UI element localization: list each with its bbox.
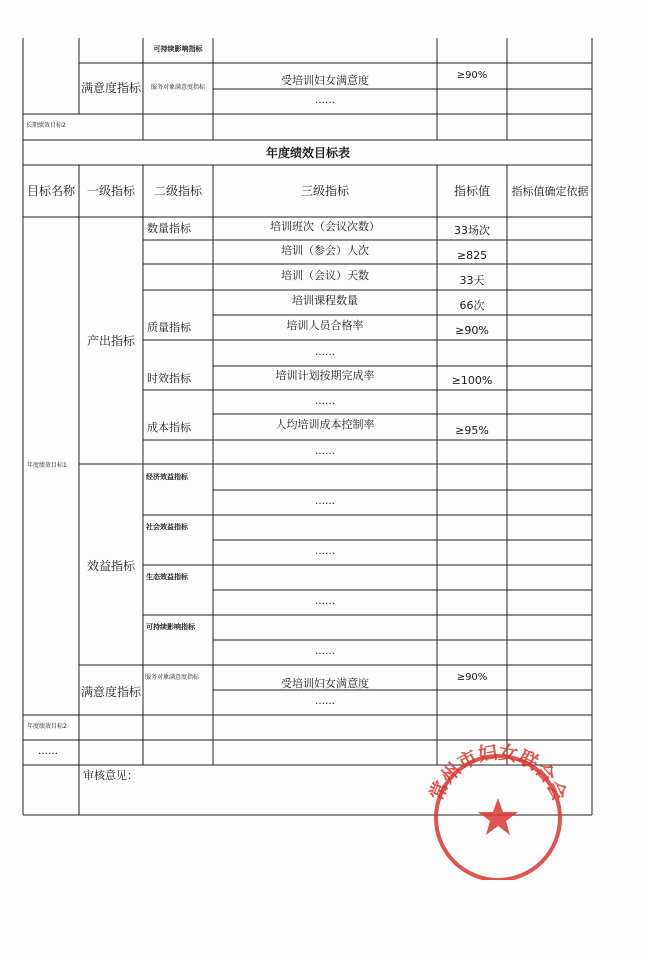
row-attendees-value: ≥825 <box>456 249 488 262</box>
official-seal <box>418 740 578 880</box>
row-sessions-value: 33场次 <box>454 224 490 237</box>
quality-indicator: 质量指标 <box>147 321 191 334</box>
review-opinion-label: 审核意见： <box>83 769 138 782</box>
satisfaction-indicator-label-2: 满意度指标 <box>80 685 142 699</box>
sustainable-impact-indicator: 可持续影响指标 <box>146 623 195 631</box>
service-target-satisfaction-label: 服务对象满意度指标 <box>150 84 206 91</box>
annual-goal-1-label: 年度绩效目标1 <box>27 462 67 469</box>
women-satisfaction-text: 受培训妇女满意度 <box>281 74 369 87</box>
row-courses: 培训课程数量 <box>292 294 358 307</box>
row-pass-rate: 培训人员合格率 <box>286 319 364 332</box>
header-basis: 指标值确定依据 <box>511 185 589 198</box>
row-on-time: 培训计划按期完成率 <box>275 369 375 382</box>
ellipsis-text: …… <box>315 95 335 106</box>
header-goal-name: 目标名称 <box>26 184 76 198</box>
row-dots-ecological: …… <box>315 596 335 607</box>
quantity-indicator: 数量指标 <box>147 222 191 235</box>
ellipsis-row: …… <box>38 746 58 757</box>
service-target-satisfaction-indicator: 服务对象满意度指标 <box>145 674 200 681</box>
row-days-value: 33天 <box>459 274 485 287</box>
row-cost-control: 人均培训成本控制率 <box>275 418 375 431</box>
row-women-satisfaction-value: ≥90% <box>456 672 488 683</box>
seal-text: 常州市妇女联合会 <box>425 741 571 804</box>
row-courses-value: 66次 <box>459 299 485 312</box>
row-dots-sustainable: …… <box>315 646 335 657</box>
row-dots-cost: …… <box>315 446 335 457</box>
row-sessions: 培训班次（会议次数） <box>270 220 380 233</box>
header-value: 指标值 <box>453 184 491 198</box>
sustainability-indicator-label: 可持续影响指标 <box>153 45 203 53</box>
women-satisfaction-value: ≥90% <box>456 70 488 81</box>
header-level3: 三级指标 <box>300 184 350 198</box>
annual-goal-2-label: 年度绩效目标2 <box>27 723 67 730</box>
row-attendees: 培训（参会）人次 <box>281 244 369 257</box>
benefit-indicator-label: 效益指标 <box>86 559 136 573</box>
social-benefit-indicator: 社会效益指标 <box>146 523 188 531</box>
header-level2: 二级指标 <box>153 184 203 198</box>
ecological-benefit-indicator: 生态效益指标 <box>146 573 188 581</box>
row-dots-satisfaction: …… <box>315 696 335 707</box>
row-days: 培训（会议）天数 <box>281 269 369 282</box>
svg-text:常州市妇女联合会 <box>425 740 572 804</box>
header-level1: 一级指标 <box>86 184 136 198</box>
row-dots-quality: …… <box>315 347 335 358</box>
long-term-goal-2-label: 长期绩效目标2 <box>26 122 66 129</box>
row-women-satisfaction: 受培训妇女满意度 <box>281 677 369 690</box>
row-pass-rate-value: ≥90% <box>455 324 489 337</box>
economic-benefit-indicator: 经济效益指标 <box>146 473 188 481</box>
satisfaction-indicator-label: 满意度指标 <box>80 81 142 95</box>
row-dots-timeliness: …… <box>315 396 335 407</box>
timeliness-indicator: 时效指标 <box>147 372 191 385</box>
row-cost-control-value: ≥95% <box>455 424 489 437</box>
cost-indicator: 成本指标 <box>147 421 191 434</box>
row-on-time-value: ≥100% <box>451 374 493 387</box>
table-title: 年度绩效目标表 <box>265 146 351 160</box>
row-dots-social: …… <box>315 546 335 557</box>
row-dots-economic: …… <box>315 496 335 507</box>
output-indicator-label: 产出指标 <box>86 334 136 348</box>
